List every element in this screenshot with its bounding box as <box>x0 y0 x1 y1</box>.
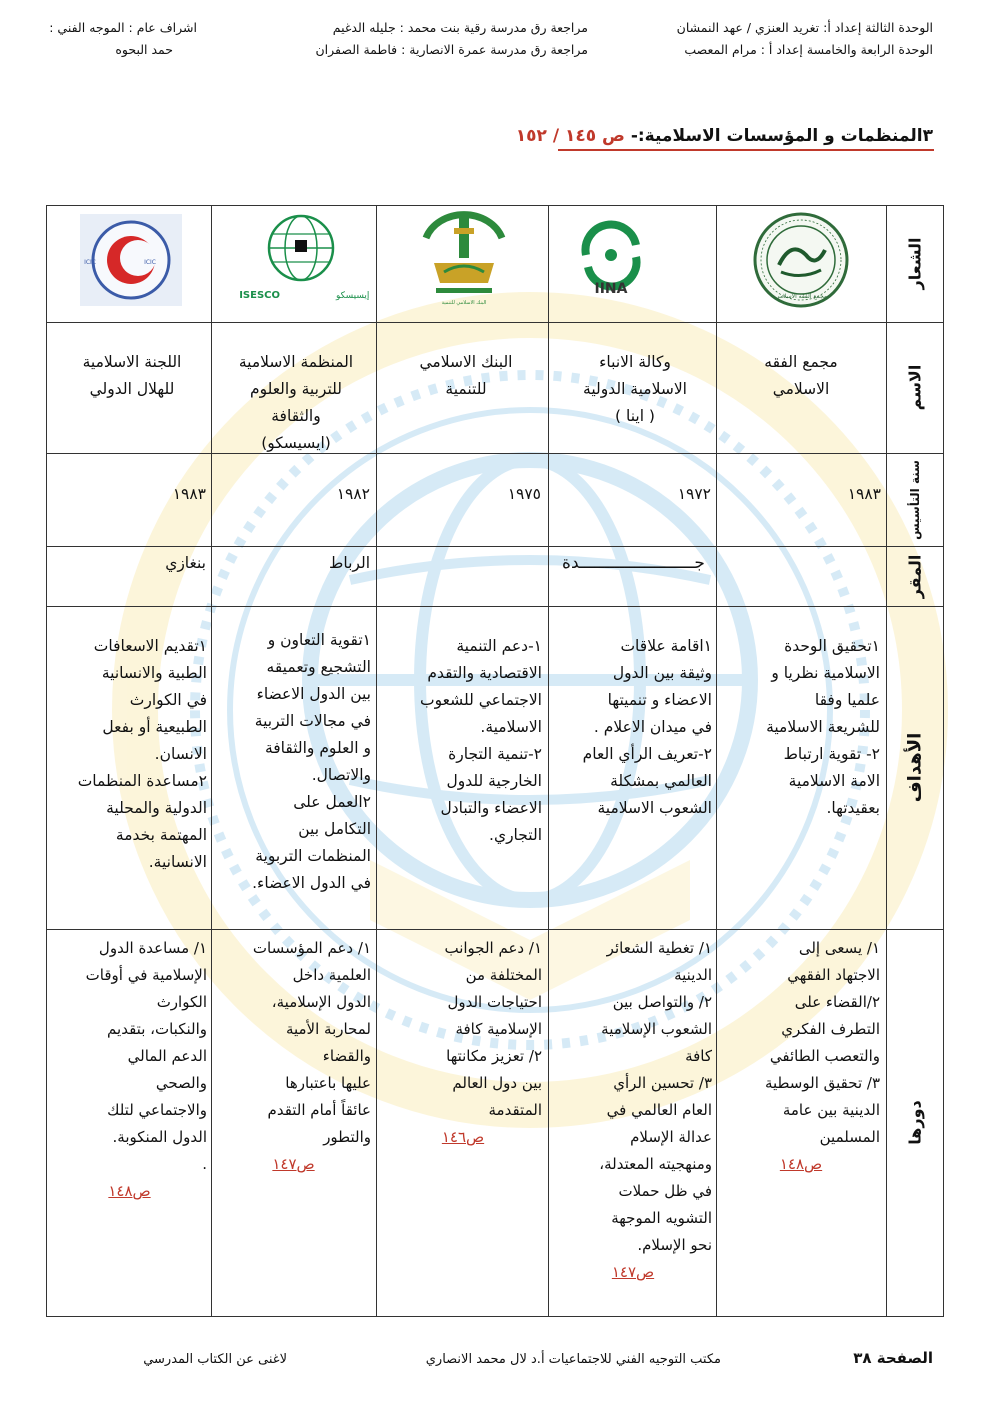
role-fiqh-text: ١/ يسعى إلى الاجتهاد الفقهي ٢/القضاء على التطرف الفكري والتعصب الطائفي ٣/ تحقيق الوسطية الدينية بين عامة المسلمين <box>764 939 880 1146</box>
name-fiqh: مجمع الفقه الاسلامي <box>764 353 838 398</box>
col-divider <box>548 205 549 1317</box>
table-border-bottom <box>46 1316 944 1317</box>
name-crescent: اللجنة الاسلامية للهلال الدولي <box>82 353 182 398</box>
row-divider <box>46 322 944 323</box>
col-divider <box>211 205 212 1317</box>
row-divider <box>46 453 944 454</box>
row-label-hq-text: المقر <box>905 554 925 598</box>
table-border-left <box>46 205 47 1317</box>
year-iina: ١٩٧٢ <box>677 485 711 503</box>
row-divider <box>46 546 944 547</box>
name-isesco: المنظمة الاسلامية للتربية والعلوم والثقافة (ايسيسكو) <box>238 353 354 452</box>
hq-rabat: الرباط <box>329 554 370 572</box>
idb-logo <box>414 208 514 308</box>
table-border-right <box>943 205 944 1317</box>
role-fiqh-ref: ص١٤٨ <box>779 1155 823 1173</box>
crescent-committee-logo <box>76 210 186 310</box>
role-crescent-text: ١/ مساعدة الدول الإسلامية في أوقات الكوارث والنكبات، بتقديم الدعم المالي والصحي والاجتماعي لتلك الدول المنكوبة. . <box>85 939 207 1173</box>
row-label-year-text: سنة التأسيس <box>908 459 922 540</box>
page-title <box>516 126 933 146</box>
role-idb-ref: ص١٤٦ <box>441 1128 485 1146</box>
role-iina <box>554 935 712 1286</box>
footer-page-number: الصفحة ٣٨ <box>853 1349 933 1367</box>
crescent-logo-text-right: ICIC <box>144 259 156 266</box>
footer-note: لاغنى عن الكتاب المدرسي <box>143 1352 287 1367</box>
role-isesco <box>216 935 371 1178</box>
header-review2: مراجعة رق مدرسة عمرة الانصارية : فاطمة الصفران <box>315 42 588 57</box>
goals-crescent: ١تقديم الاسعافات الطبية والانسانية في الكوارث الطبيعية أو بفعل الانسان. ٢مساعدة المنظمات الدولية والمحلية المهتمة بخدمة الانسانية. <box>77 637 207 871</box>
col-divider <box>716 205 717 1317</box>
row-divider <box>46 929 944 930</box>
row-label-goals-text: الأهداف <box>904 732 926 803</box>
row-label-name-text: الاسم <box>905 364 925 411</box>
header-supervision: اشراف عام : الموجه الفني : <box>49 20 197 35</box>
col-divider <box>886 205 887 1317</box>
role-iina-ref: ص١٤٧ <box>611 1263 655 1281</box>
row-label-goals <box>892 606 938 929</box>
organizations-table <box>46 205 944 1317</box>
isesco-logo-arabic: إيسيسكو <box>336 291 370 301</box>
header-unit45: الوحدة الرابعة والخامسة إعداد أ : مرام المعصب <box>684 42 933 57</box>
name-iina: وكالة الانباء الاسلامية الدولية ( اينا ) <box>583 353 687 425</box>
year-isesco: ١٩٨٢ <box>336 485 370 503</box>
row-label-role <box>892 929 938 1316</box>
name-idb: البنك الاسلامي للتنمية <box>419 353 513 398</box>
year-idb: ١٩٧٥ <box>507 485 541 503</box>
role-isesco-text: ١/ دعم المؤسسات العلمية داخل الدول الإسلامية، لمحاربة الأمية والقضاء عليها باعتبارها عائقاً أمام التقدم والتطور <box>252 939 371 1146</box>
role-iina-text: ١/ تغطية الشعائر الدينية ٢/ والتواصل بين الشعوب الإسلامية كافة ٣/ تحسين الرأي العام العالمي في عدالة الإسلام ومنهجيته المعتدلة، في ظل حملات التشويه الموجهة نحو الإسلام. <box>599 939 712 1254</box>
role-isesco-ref: ص١٤٧ <box>272 1155 315 1173</box>
row-label-logo-text: الشعار <box>905 237 925 290</box>
role-crescent-ref: ص١٤٨ <box>108 1182 151 1200</box>
fiqh-logo-text: مجمع الفقه الاسلامي <box>774 293 828 300</box>
year-crescent: ١٩٨٣ <box>172 485 206 503</box>
row-divider <box>46 606 944 607</box>
goals-isesco: ١تقوية التعاون و التشجيع وتعميقه بين الدول الاعضاء في مجالات التربية و العلوم والثقافة والاتصال. ٢العمل على التكامل بين المنظمات التربوية في الدول الاعضاء. <box>252 631 371 892</box>
title-underline <box>558 149 934 151</box>
hq-benghazi: بنغازي <box>165 554 206 572</box>
goals-iina: ١اقامة علاقات وثيقة بين الدول الاعضاء و تنميتها في ميدان الاعلام . ٢-تعريف الرأي العام العالمي بمشكلة الشعوب الاسلامية <box>582 637 712 817</box>
iina-logo-text: IINA <box>594 281 628 297</box>
title-pages: ص ١٤٥ / ١٥٢ <box>515 126 625 146</box>
table-border-top <box>46 205 944 206</box>
isesco-logo <box>239 210 370 310</box>
header-unit3: الوحدة الثالثة إعداد أ: تغريد العنزي / عهد النمشان <box>676 20 933 35</box>
fiqh-academy-logo <box>751 210 851 310</box>
isesco-logo-text: ISESCO <box>239 290 280 301</box>
header-supervisor-name: حمد البحوه <box>115 42 173 57</box>
row-label-logo <box>892 205 938 322</box>
role-idb-text: ١/ دعم الجوانب المختلفة من احتياجات الدول الإسلامية كافة ٢/ تعزيز مكانتها بين دول العالم المتقدمة <box>444 939 542 1119</box>
role-idb <box>384 935 542 1151</box>
footer-office: مكتب التوجيه الفني للاجتماعيات أ.د لال محمد الانصاري <box>425 1352 721 1367</box>
row-label-role-text: دورها <box>905 1100 925 1145</box>
row-label-name <box>892 322 938 453</box>
goals-fiqh: ١تحقيق الوحدة الاسلامية نظريا و علميا وفقا للشريعة الاسلامية ٢- تقوية ارتباط الامة الاسلامية بعقيدتها. <box>766 637 880 817</box>
year-fiqh: ١٩٨٣ <box>847 485 881 503</box>
goals-idb: ١-دعم التنمية الاقتصادية والتقدم الاجتماعي للشعوب الاسلامية. ٢-تنمية التجارة الخارجية للدول الاعضاء والتبادل التجاري. <box>420 637 542 844</box>
role-crescent <box>52 935 207 1205</box>
row-label-hq <box>892 546 938 606</box>
col-divider <box>376 205 377 1317</box>
crescent-logo-text-left: ICIC <box>84 259 96 266</box>
header-review1: مراجعة رق مدرسة رقية بنت محمد : جليله الدغيم <box>332 20 588 35</box>
row-label-year <box>892 453 938 546</box>
hq-jeddah: جـــــــــــــــــــــــدة <box>562 553 705 573</box>
role-fiqh <box>722 935 880 1178</box>
idb-logo-text: البنك الاسلامي للتنمية <box>441 300 487 306</box>
iina-logo <box>566 215 656 300</box>
title-text: ٣المنظمات و المؤسسات الاسلامية:- <box>624 126 933 146</box>
